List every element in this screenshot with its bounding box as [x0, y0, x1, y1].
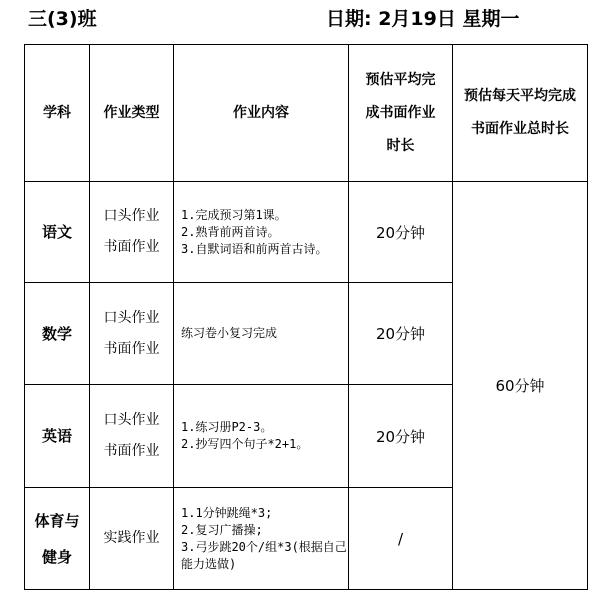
- content-cell: 1.完成预习第1课。 2.熟背前两首诗。 3.自默词语和前两首古诗。: [174, 182, 349, 283]
- subject-cell: 数学: [25, 283, 90, 385]
- subject-cell: 英语: [25, 385, 90, 488]
- homework-table: [24, 44, 588, 590]
- type-cell: 口头作业 书面作业: [90, 385, 174, 488]
- subject-cell: 体育与 健身: [25, 488, 90, 590]
- content-cell: 1.练习册P2-3。 2.抄写四个句子*2+1。: [174, 385, 349, 488]
- header-content: 作业内容: [174, 45, 349, 182]
- content-cell: 练习卷小复习完成: [174, 283, 349, 385]
- type-cell: 口头作业 书面作业: [90, 283, 174, 385]
- table-row: [25, 182, 588, 283]
- time-cell: 20分钟: [349, 385, 453, 488]
- header-avg-time: 预估平均完 成书面作业 时长: [349, 45, 453, 182]
- date-label: 日期: 2月19日 星期一: [326, 8, 520, 30]
- header-total-time: 预估每天平均完成 书面作业总时长: [453, 45, 588, 182]
- time-cell: /: [349, 488, 453, 590]
- type-cell: 口头作业 书面作业: [90, 182, 174, 283]
- header-row: [25, 45, 588, 182]
- time-cell: 20分钟: [349, 182, 453, 283]
- content-cell: 1.1分钟跳绳*3; 2.复习广播操; 3.弓步跳20个/组*3(根据自己能力选做): [174, 488, 349, 590]
- type-cell: 实践作业: [90, 488, 174, 590]
- header-subject: 学科: [25, 45, 90, 182]
- class-name: 三(3)班: [28, 8, 97, 30]
- header-type: 作业类型: [90, 45, 174, 182]
- total-time-cell: 60分钟: [453, 182, 588, 590]
- time-cell: 20分钟: [349, 283, 453, 385]
- subject-cell: 语文: [25, 182, 90, 283]
